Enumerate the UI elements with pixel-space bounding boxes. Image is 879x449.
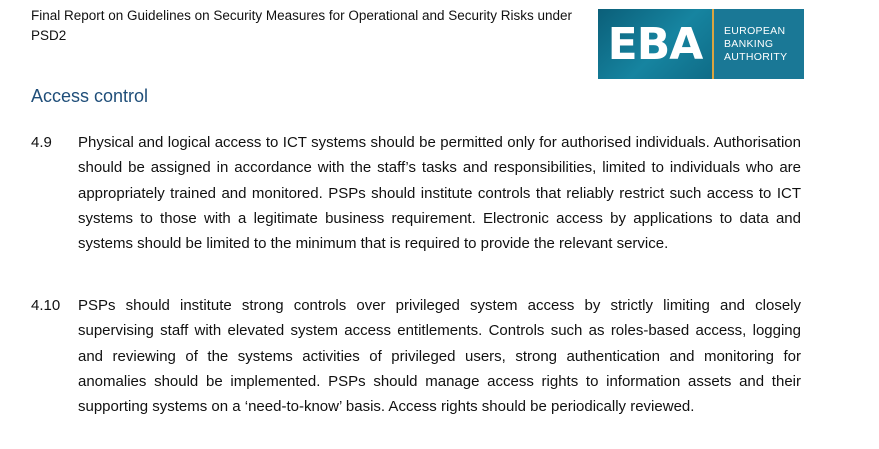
- eba-logo-wordmark: [714, 9, 804, 79]
- paragraph-text: PSPs should institute strong controls over privileged system access by strictly limiting and closely supervising staff with elevated system access entitlements. Controls such as roles-based access, logging and reviewing of the systems activities of privileged users, strong authentication and monitoring for anomalies should be implemented. PSPs should manage access rights to information assets and their supporting systems on a ‘need-to-know’ basis. Access rights should be periodically reviewed.: [78, 297, 801, 416]
- paragraph-4-10: [31, 293, 801, 419]
- paragraph-text: Physical and logical access to ICT systems should be permitted only for authorised individuals. Authorisation should be assigned in accordance with the staff’s tasks and responsibilities, limited to individuals who are appropriately trained and monitored. PSPs should institute controls that reliably restrict such access to ICT systems to those with a legitimate business requirement. Electronic access by applications to data and systems should be limited to the minimum that is required to provide the relevant service.: [78, 134, 801, 253]
- logo-line-banking: BANKING: [724, 37, 774, 50]
- paragraph-number: 4.9: [31, 134, 52, 151]
- logo-line-european: EUROPEAN: [724, 24, 786, 37]
- paragraph-number: 4.10: [31, 297, 61, 314]
- eba-logo: [598, 9, 804, 79]
- paragraph-4-9: [31, 130, 801, 256]
- logo-line-authority: AUTHORITY: [724, 50, 788, 63]
- section-heading: Access control: [31, 86, 149, 106]
- document-title: Final Report on Guidelines on Security Measures for Operational and Security Risks under PSD2: [31, 8, 573, 43]
- eba-logo-mark: EBA: [598, 9, 712, 79]
